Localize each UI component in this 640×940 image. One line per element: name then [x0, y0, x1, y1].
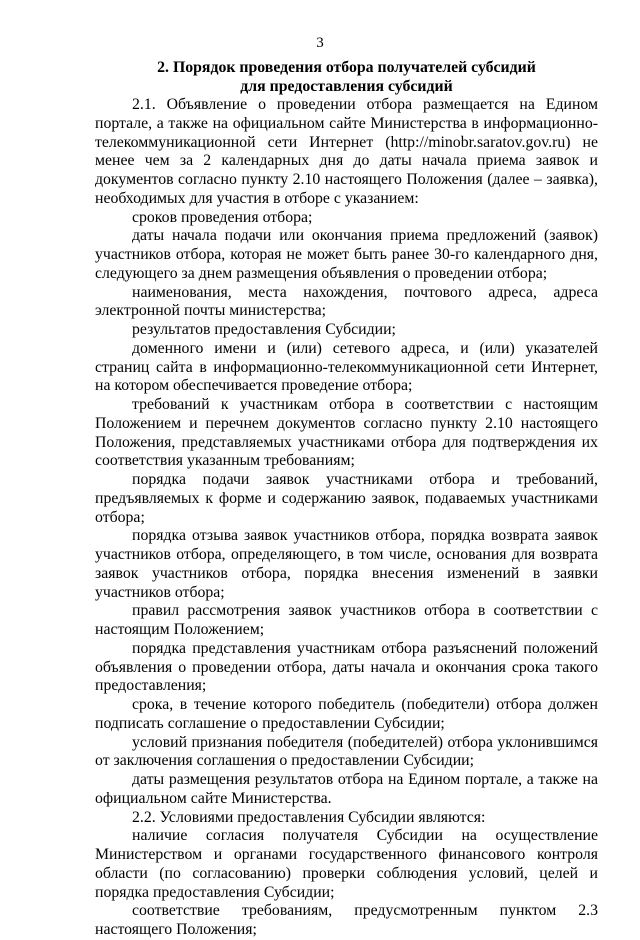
paragraph: сроков проведения отбора;: [132, 208, 313, 226]
paragraph: даты начала подачи или окончания приема предложений (заявок) участников отбора, которая не может быть ранее 30-го календарного дня, следующего за днем размещения объявления о проведении отбора;: [95, 227, 598, 282]
paragraph: 2.1. Объявление о проведении отбора размещается на Едином портале, а также на официальном сайте Министерства в информационно-телекоммуникационной сети Интернет (http://minobr.saratov.gov.ru) не менее чем за 2 календарных дня до даты начала приема заявок и документов согласно пункту 2.10 настоящего Положения (далее – заявка), необходимых для участия в отборе с указанием:: [95, 96, 598, 207]
page-number: 3: [316, 35, 324, 51]
paragraph: результатов предоставления Субсидии;: [132, 321, 396, 338]
paragraph: наличие согласия получателя Субсидии на осуществление Министерством и органами государственного финансового контроля области (по согласованию) проверки соблюдения условий, целей и порядка предоставления Субсидии;: [95, 827, 598, 901]
paragraph: порядка представления участникам отбора разъяснений положений объявления о проведении отбора, даты начала и окончания срока такого предоставления;: [95, 639, 598, 695]
paragraph: порядка отзыва заявок участников отбора, порядка возврата заявок участников отбора, определяющего, в том числе, основания для возврата заявок участников отбора, порядка внесения изменений в заявки участников отбора;: [95, 527, 598, 601]
paragraph: доменного имени и (или) сетевого адреса, и (или) указателей страниц сайта в информационно-телекоммуникационной сети Интернет, на котором обеспечивается проведение отбора;: [95, 339, 598, 395]
section-heading-line-1: 2. Порядок проведения отбора получателей субсидий: [157, 59, 536, 76]
paragraph: даты размещения результатов отбора на Едином портале, а также на официальном сайте Министерства.: [95, 771, 598, 807]
paragraph: 2.2. Условиями предоставления Субсидии являются:: [132, 808, 486, 826]
paragraph: правил рассмотрения заявок участников отбора в соответствии с настоящим Положением;: [95, 602, 598, 638]
document-body: [95, 96, 598, 940]
paragraph: наименования, места нахождения, почтового адреса, адреса электронной почты министерства;: [95, 283, 598, 320]
paragraph: требований к участникам отбора в соответствии с настоящим Положением и перечнем документов согласно пункту 2.10 настоящего Положения, представляемых участниками отбора для подтверждения их соответствия указанным требованиям;: [95, 396, 598, 470]
paragraph: условий признания победителя (победителей) отбора уклонившимся от заключения соглашения о предоставлении Субсидии;: [95, 733, 598, 770]
section-heading: [95, 59, 598, 96]
paragraph: порядка подачи заявок участниками отбора и требований, предъявляемых к форме и содержанию заявок, подаваемых участниками отбора;: [95, 471, 598, 526]
paragraph: срока, в течение которого победитель (победители) отбора должен подписать соглашение о предоставлении Субсидии;: [95, 696, 598, 732]
paragraph: соответствие требованиям, предусмотренным пунктом 2.3 настоящего Положения;: [95, 902, 598, 938]
section-heading-line-2: для предоставления субсидий: [240, 77, 453, 95]
